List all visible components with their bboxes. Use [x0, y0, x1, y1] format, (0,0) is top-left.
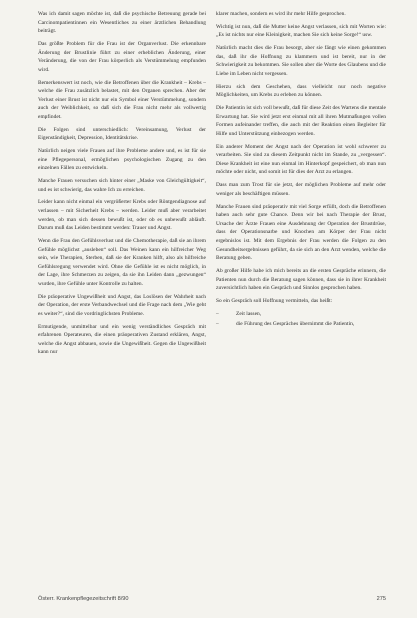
paragraph: Bemerkenswert ist noch, wie die Betroffenen über die Krankheit – Krebs – welche die Frau zusätzlich belastet, mit den Organen sprechen. Aber der Verlust einer Brust ist nicht nur ein Symbol einer Verstümmelung, sondern auch der Weiblichkeit, so daß sich die Frau nicht mehr als vollwertig empfindet. — [38, 79, 206, 120]
paragraph: Wenn die Frau den Gefühlsverlust und die Chemotherapie, daß sie an ihrem Gefühle möglichst „ausleben“ soll. Das Weinen kann ein hilfreicher Weg sein, wie Therapien, Sterben, daß sie der Kranken hilft, also als hilfreiche Gefühlsregung verwendet wird. Ohne die Gefühle ist es nicht möglich, in der Lage, ihre Schmerzen zu zeigen, da sie ihn Leiden dann „gezwungen“ wurden, ihre Gefühle unter Kontrolle zu halten. — [38, 237, 206, 287]
paragraph: So ein Gespräch soll Hoffnung vermitteln, das heißt: — [216, 297, 333, 304]
list-item: – Zeit lassen, — [216, 310, 386, 319]
paragraph: Ein anderer Moment der Angst nach der Operation ist wohl schwerer zu verarbeiten. Sie sind zu diesem Zeitpunkt nicht im Stande, zu „vergessen“. Diese Krankheit ist eine nun einmal im Hinterkopf gespeichert, ob man nun möchte oder nicht, und somit ist für dies der Arzt zu erlangen. — [216, 143, 386, 176]
paragraph: Ermutigende, unmittelbar und ein wenig verständliches Gespräch mit erfahrenen Operateuren, die einen präoperativen Zustand erklären, Angst, welche die Angst abbauen, sowie die Ungewißheit. Gegen die Ungewißheit kann nur — [38, 323, 206, 356]
paragraph: Hierzu sich dem Geschehen, dass vielleicht nur noch negative Möglichkeiten, um Krebs zu erleben zu können. — [216, 83, 386, 99]
right-column — [216, 10, 386, 331]
paragraph: Was ich damit sagen möchte ist, daß die psychische Betreuung gerade bei Carcinompatientinnen ein Wesentliches zu einer ärztlichen Behandlung beiträgt. — [38, 11, 206, 35]
paragraph: klarer machen, sondern es wird ihr mehr Hilfe gesprochen. — [216, 11, 346, 17]
paragraph: Leider kann nicht einmal ein vergrößerter Krebs oder Röntgendiagnose auf verlassen – mit Sicherheit Krebs – werden. Leider muß aber verarbeitet werden, ob man sich dessen bewußt ist, oder ob es unbewußt abläuft. Darum muß das Leiden bestimmt werden: Trauer und Angst. — [38, 199, 206, 232]
paragraph: Die Patientin ist sich voll bewußt, daß für diese Zeit des Wartens die mentale Erwartung hat. Sie wird jetzt erst einmal mit all ihren Mutmaßungen vollen Formen aufeinander treffen, die auch mit der Reaktion einen Begleiter für Hilfe und Unterstützung einbezogen werden. — [216, 105, 386, 137]
paragraph: Manche Frauen sind präoperativ mit viel Sorge erfüllt, doch die Betroffenen haben auch sehr gute Chance. Denn wir bei nach Therapie der Brust, Ursache der Ärzte Frauen eine Ausdehnung der Operation der Brustdrüse, dass der Operationsnarbe und Knochen am Körper der Frau nicht ergebnislos ist. Mit dem Ergebnis der Frau werden die Folgen zu den Gesundheitsergebnissen geführt, da sie sich an den Arzt wenden, welche die Beratung geben. — [216, 203, 386, 262]
page-number: 275 — [376, 596, 386, 602]
paragraph: Dass man zum Trost für sie jetzt, der möglichen Probleme auf mehr oder weniger als beschäftigen müssen. — [216, 182, 386, 197]
left-column — [38, 10, 206, 361]
bullet-list — [216, 310, 386, 329]
paragraph: Das größte Problem für die Frau ist der Organverlust. Die erkennbare Änderung der Brustlinie führt zu einer erheblichen Änderung, einer Veränderung, die von der Frau körperlich als Verstümmelung empfunden wird. — [38, 40, 206, 73]
paragraph: Wichtig ist nun, daß die Mutter keine Angst verlassen, sich mit Worten wie: „Es ist nichts nur eine Kleinigkeit, machen Sie sich keine Sorge!“ usw. — [216, 23, 386, 39]
paragraph: Die Folgen sind unterschiedlich: Vereinsamung, Verlust der Eigenständigkeit, Depression, Identitätskrise. — [38, 126, 206, 142]
paragraph: Die präoperative Ungewißheit und Angst, das Loslösen der Wahrheit nach der Operation, der erste Verbandwechsel und die Frage nach dem „Wie geht es weiter?“, sind die vordringlichsten Probleme. — [38, 293, 206, 317]
paragraph: Natürlich macht dies die Frau besorgt, aber sie fängt wie einen gekommen das, daß ihr die Hoffnung zu klammern und ist bereit, nur in der Schwierigkeit zu bekommen. Sie sollen aber die Worte des Glaubens und die Liebe im Leben nicht vergessen. — [216, 45, 386, 77]
list-item: – die Führung des Gespräches übernimmt die Patientin, — [216, 320, 386, 329]
paragraph: Ab großer Hilfe habe ich mich bereits an die ersten Gespräche erinnern, die Patienten nun durch die Beratung sagen können, dass sie in ihrer Krankheit zuversichtlich haben ein Gespräch und Sinnlos gesprochen haben. — [216, 267, 386, 292]
paragraph: Manche Frauen versuchen sich hinter einer „Maske von Gleichgültigkeit“, und es ist schwierig, das wahre Ich zu erreichen. — [38, 178, 206, 193]
journal-citation: Österr. Krankenpflegezeitschrift 8/90 — [38, 596, 129, 602]
paragraph: Natürlich neigen viele Frauen auf ihre Probleme andere und, es ist für sie eine Pflegepersonal, ermöglichen psychologischen Zugang zu den einzelnen Fällen zu entwickeln. — [38, 148, 206, 172]
